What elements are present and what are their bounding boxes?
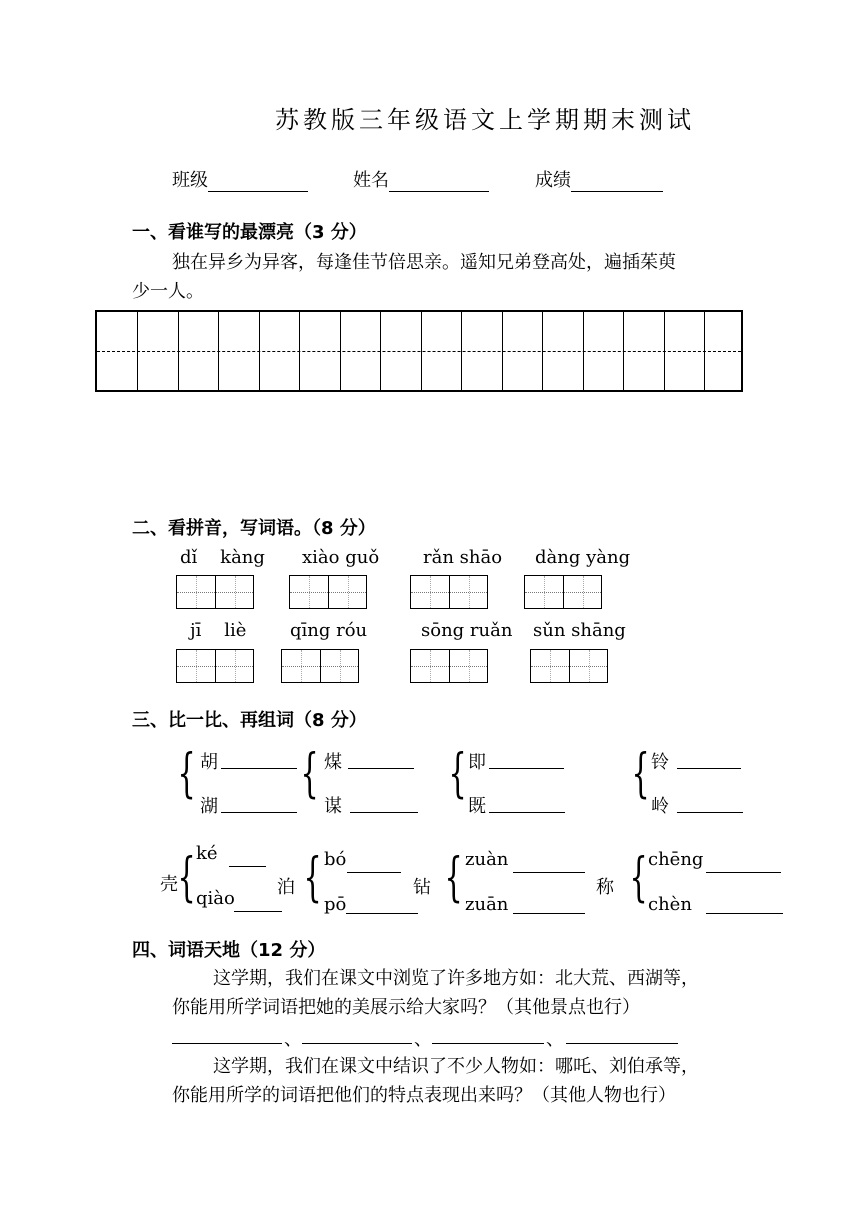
answer-line[interactable] xyxy=(221,750,297,769)
pinyin-3: rǎn shāo xyxy=(423,547,503,568)
answer-line[interactable] xyxy=(489,750,564,769)
class-field xyxy=(172,166,308,192)
answer-line[interactable] xyxy=(350,794,418,813)
pair-char: 谋 xyxy=(324,796,342,817)
pinyin-8: sǔn shāng xyxy=(533,620,626,641)
separator: 、 xyxy=(284,1029,302,1050)
pinyin-2: xiào guǒ xyxy=(302,547,380,568)
pair-char: 岭 xyxy=(651,796,669,817)
pair-char: 胡 xyxy=(200,752,218,773)
answer-line[interactable] xyxy=(566,1025,678,1044)
poly-char: 壳 xyxy=(160,874,178,895)
pair-char: 铃 xyxy=(651,752,669,773)
name-blank[interactable] xyxy=(389,172,489,192)
answer-box[interactable] xyxy=(530,649,608,683)
pair-char: 煤 xyxy=(324,752,342,773)
brace-icon: { xyxy=(448,744,467,804)
separator: 、 xyxy=(546,1029,564,1050)
para-1a: 这学期，我们在课文中浏览了许多地方如：北大荒、西湖等， xyxy=(213,968,699,989)
answer-line[interactable] xyxy=(513,854,585,873)
answer-line[interactable] xyxy=(706,854,781,873)
section-1-heading: 一、看谁写的最漂亮（3 分） xyxy=(132,222,367,243)
answer-box[interactable] xyxy=(176,575,254,609)
reading: chèn xyxy=(648,894,692,915)
answer-box[interactable] xyxy=(289,575,367,609)
brace-icon: { xyxy=(300,744,319,804)
brace-icon: { xyxy=(177,744,196,804)
answer-line[interactable] xyxy=(302,1025,412,1044)
reading: zuān xyxy=(465,894,509,915)
pinyin-4: dàng yàng xyxy=(535,547,631,568)
pinyin-7: sōng ruǎn xyxy=(421,620,513,641)
section-4-heading: 四、词语天地（12 分） xyxy=(132,940,326,961)
answer-line[interactable] xyxy=(234,893,282,912)
para-2b: 你能用所学的词语把他们的特点表现出来吗？（其他人物也行） xyxy=(172,1085,676,1106)
score-blank[interactable] xyxy=(571,172,663,192)
class-blank[interactable] xyxy=(208,172,308,192)
pair-char: 即 xyxy=(468,752,486,773)
answer-box[interactable] xyxy=(410,649,488,683)
reading: pō xyxy=(324,894,347,915)
reading: bó xyxy=(324,849,347,870)
poly-char: 钻 xyxy=(413,877,431,898)
reading: chēng xyxy=(648,849,704,870)
answer-line[interactable] xyxy=(221,794,297,813)
brace-icon: { xyxy=(177,848,196,908)
pair-char: 湖 xyxy=(200,796,218,817)
answer-line[interactable] xyxy=(347,854,401,873)
brace-icon: { xyxy=(631,744,650,804)
answer-line[interactable] xyxy=(229,848,266,867)
para-2a: 这学期，我们在课文中结识了不少人物如：哪吒、刘伯承等， xyxy=(213,1056,699,1077)
answer-line[interactable] xyxy=(432,1025,544,1044)
answer-box[interactable] xyxy=(410,575,488,609)
answer-line[interactable] xyxy=(706,895,783,914)
writing-grid[interactable] xyxy=(95,310,743,392)
name-label: 姓名 xyxy=(353,170,389,191)
reading: ké xyxy=(196,843,218,864)
pinyin-5: jī liè xyxy=(190,620,247,641)
answer-line[interactable] xyxy=(172,1025,282,1044)
section-2-heading: 二、看拼音，写词语。（8 分） xyxy=(132,518,376,539)
answer-line[interactable] xyxy=(677,794,743,813)
poly-char: 称 xyxy=(596,877,614,898)
answer-line[interactable] xyxy=(348,750,414,769)
reading: qiào xyxy=(196,888,235,909)
reading: zuàn xyxy=(465,849,509,870)
poem-line-2: 少一人。 xyxy=(132,281,204,302)
answer-line[interactable] xyxy=(346,895,418,914)
answer-line[interactable] xyxy=(489,794,565,813)
answer-box[interactable] xyxy=(524,575,602,609)
page-title: 苏教版三年级语文上学期期末测试 xyxy=(275,106,695,134)
answer-box[interactable] xyxy=(281,649,359,683)
name-field xyxy=(353,166,489,192)
pair-char: 既 xyxy=(468,796,486,817)
class-label: 班级 xyxy=(172,170,208,191)
poly-char: 泊 xyxy=(277,877,295,898)
para-1b: 你能用所学词语把她的美展示给大家吗？（其他景点也行） xyxy=(172,997,640,1018)
section-3-heading: 三、比一比、再组词（8 分） xyxy=(132,710,367,731)
answer-line[interactable] xyxy=(677,750,741,769)
separator: 、 xyxy=(414,1029,432,1050)
answer-box[interactable] xyxy=(176,649,254,683)
brace-icon: { xyxy=(629,848,648,908)
answer-line[interactable] xyxy=(513,895,585,914)
brace-icon: { xyxy=(444,848,463,908)
score-label: 成绩 xyxy=(535,170,571,191)
pinyin-1: dǐ kàng xyxy=(180,547,265,568)
brace-icon: { xyxy=(303,848,322,908)
poem-line-1: 独在异乡为异客，每逢佳节倍思亲。遥知兄弟登高处，遍插茱萸 xyxy=(172,252,676,273)
score-field xyxy=(535,166,663,192)
pinyin-6: qīng róu xyxy=(290,620,368,641)
